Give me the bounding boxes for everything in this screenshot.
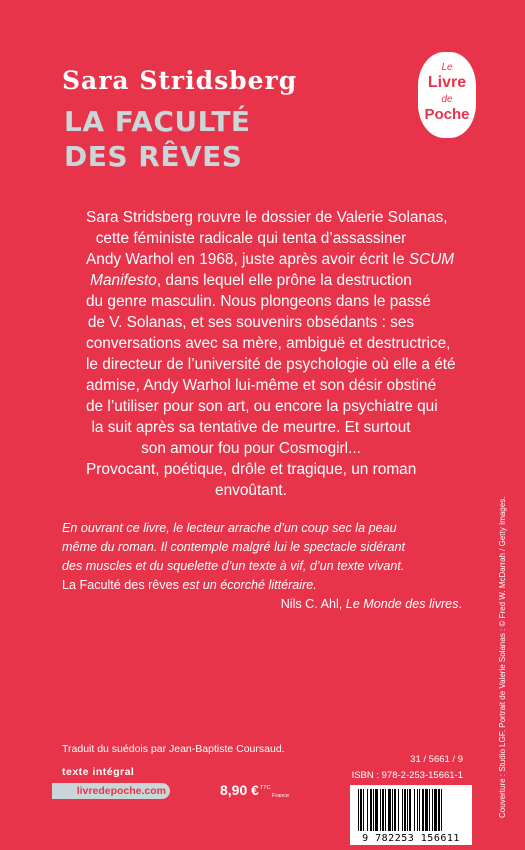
- quote-book-title: La Faculté des rêves: [62, 578, 183, 592]
- price-country: France: [272, 793, 290, 799]
- logo-poche: Poche: [424, 106, 470, 123]
- quote-line: même du roman. Il contemple malgré lui le spectacle sidérant: [62, 540, 405, 554]
- book-blurb: [86, 207, 456, 501]
- quote-author: Nils C. Ahl,: [280, 597, 346, 611]
- price-amount: 8,90 €: [220, 782, 259, 798]
- blurb-line: admise, Andy Warhol lui-même et son désir obstiné: [86, 377, 437, 394]
- quote-source: [62, 595, 462, 614]
- blurb-line: Sara Stridsberg rouvre le dossier de Valerie Solanas,: [86, 209, 448, 226]
- blurb-line: son amour fou pour Cosmogirl...: [141, 440, 361, 457]
- blurb-line: la suit après sa tentative de meurtre. Et surtout: [91, 419, 411, 436]
- barcode-bars: [358, 789, 464, 831]
- press-quote: [62, 519, 462, 614]
- blurb-line: cette féministe radicale qui tenta d’assassiner: [95, 230, 407, 247]
- price-ttc: TTC: [259, 785, 271, 791]
- publisher-logo: [418, 52, 476, 138]
- book-title: [64, 104, 251, 174]
- logo-de: de: [441, 94, 453, 105]
- isbn: ISBN : 978-2-253-15661-1: [351, 770, 463, 781]
- title-line-2: DES RÊVES: [64, 140, 243, 173]
- blurb-line: de l’utiliser pour son art, ou encore la psychiatre qui: [86, 398, 438, 415]
- blurb-line: conversations avec sa mère, ambiguë et destructrice,: [86, 335, 451, 352]
- quote-publication: Le Monde des livres: [345, 597, 459, 611]
- blurb-text: , dans lequel elle prône la destruction: [156, 272, 412, 289]
- barcode: [350, 785, 472, 845]
- blurb-text: Andy Warhol en 1968, juste après avoir écrit le: [86, 251, 409, 268]
- blurb-line: de V. Solanas, et ses souvenirs obsédants : ses: [87, 314, 415, 331]
- author-name: Sara Stridsberg: [62, 66, 298, 95]
- blurb-line: le directeur de l’université de psychologie où elle a été: [86, 356, 456, 373]
- blurb-italic: SCUM: [408, 251, 455, 268]
- cover-credit: Couverture : Studio LGF. Portrait de Valerie Solanas : © Fred W. McDarrah / Getty Images.: [498, 496, 507, 818]
- reference-code: 31 / 5661 / 9: [410, 754, 463, 765]
- blurb-line: [86, 249, 455, 270]
- logo-livre: Livre: [427, 74, 467, 91]
- quote-line: En ouvrant ce livre, le lecteur arrache d’un coup sec la peau: [62, 521, 397, 535]
- quote-text: est un écorché littéraire.: [182, 578, 317, 592]
- blurb-line: Provocant, poétique, drôle et tragique, un roman: [86, 461, 417, 478]
- integral-text-label: texte intégral: [62, 766, 135, 778]
- barcode-digits: 9 782253 156611: [362, 833, 460, 844]
- blurb-italic: Manifesto: [90, 272, 157, 289]
- price: [220, 782, 290, 799]
- title-line-1: LA FACULTÉ: [64, 105, 251, 138]
- website-link[interactable]: livredepoche.com: [52, 783, 170, 799]
- quote-line: [62, 576, 462, 595]
- product-codes: [352, 752, 463, 784]
- blurb-line: [86, 270, 416, 291]
- quote-line: des muscles et du squelette d’un texte à vif, d’un texte vivant.: [62, 559, 405, 573]
- blurb-line: du genre masculin. Nous plongeons dans le passé: [86, 293, 431, 310]
- blurb-line: envoûtant.: [215, 482, 287, 499]
- quote-period: .: [458, 597, 462, 611]
- translator-credit: Traduit du suédois par Jean-Baptiste Coursaud.: [62, 743, 285, 755]
- logo-le: Le: [441, 62, 453, 73]
